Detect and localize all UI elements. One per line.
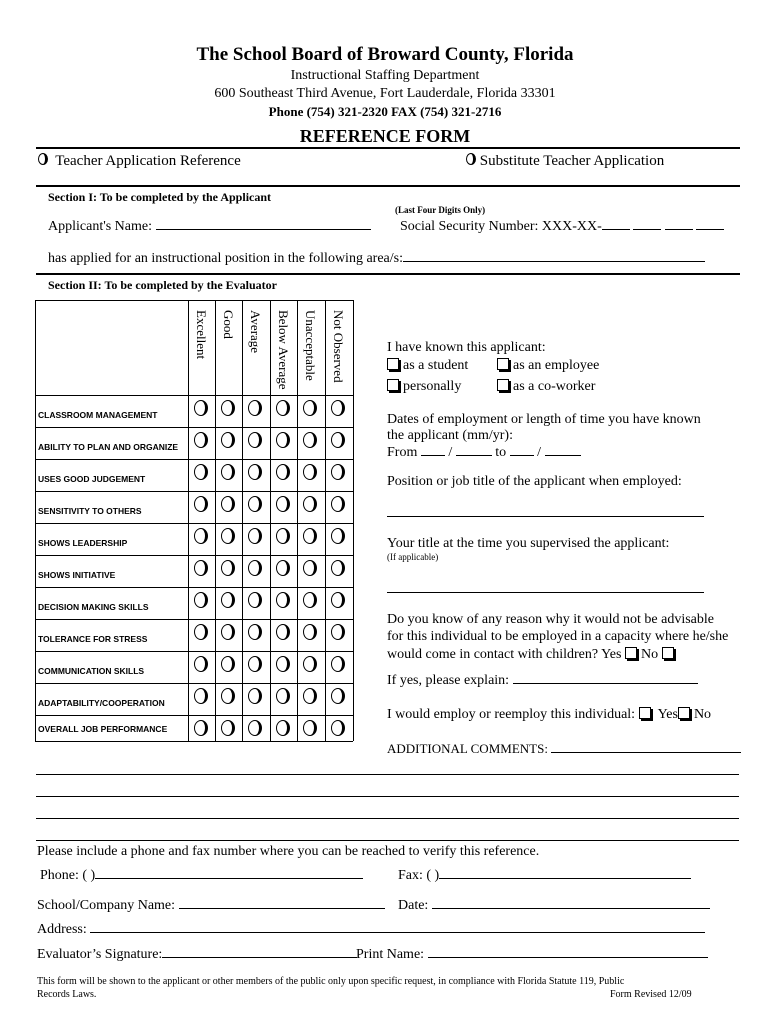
dates-label: Dates of employment or length of time you have known xyxy=(387,412,701,427)
criterion-label: SHOWS LEADERSHIP xyxy=(38,538,128,548)
reason-line2: for this individual to be employed in a capacity where he/she xyxy=(387,629,729,644)
rating-radio[interactable] xyxy=(303,560,317,576)
rating-radio[interactable] xyxy=(248,464,262,480)
date-field[interactable]: Date: xyxy=(398,896,710,914)
rating-radio[interactable] xyxy=(276,400,290,416)
known-student[interactable]: as a student xyxy=(387,358,468,374)
rating-radio[interactable] xyxy=(303,592,317,608)
dates-field[interactable]: From / to / xyxy=(387,443,581,461)
form-title: REFERENCE FORM xyxy=(299,126,471,146)
rating-radio[interactable] xyxy=(331,560,345,576)
rating-radio[interactable] xyxy=(331,432,345,448)
rating-radio[interactable] xyxy=(221,496,235,512)
rating-radio[interactable] xyxy=(331,464,345,480)
rating-radio[interactable] xyxy=(194,720,208,736)
rating-radio[interactable] xyxy=(248,624,262,640)
rating-radio[interactable] xyxy=(194,400,208,416)
rating-radio[interactable] xyxy=(221,624,235,640)
rating-radio[interactable] xyxy=(276,464,290,480)
criterion-label: CLASSROOM MANAGEMENT xyxy=(38,410,158,420)
rating-radio[interactable] xyxy=(331,592,345,608)
phone-fax: Phone (754) 321-2320 FAX (754) 321-2716 xyxy=(268,104,502,119)
address-field[interactable]: Address: xyxy=(37,920,705,938)
ssn-note: (Last Four Digits Only) xyxy=(395,205,486,215)
rating-radio[interactable] xyxy=(276,432,290,448)
rating-radio[interactable] xyxy=(276,592,290,608)
rating-radio[interactable] xyxy=(303,400,317,416)
criterion-label: ABILITY TO PLAN AND ORGANIZE xyxy=(38,442,179,452)
rating-column-header: Excellent xyxy=(194,310,209,360)
rating-radio[interactable] xyxy=(194,688,208,704)
rating-radio[interactable] xyxy=(194,432,208,448)
known-employee[interactable]: as an employee xyxy=(497,358,599,374)
rating-radio[interactable] xyxy=(276,688,290,704)
contact-intro: Please include a phone and fax number where you can be reached to verify this reference. xyxy=(37,844,540,859)
fax-field[interactable]: Fax: ( ) xyxy=(398,866,691,884)
rating-radio[interactable] xyxy=(303,496,317,512)
rating-radio[interactable] xyxy=(221,688,235,704)
rating-radio[interactable] xyxy=(194,592,208,608)
rating-radio[interactable] xyxy=(221,432,235,448)
position-label: Position or job title of the applicant when employed: xyxy=(387,474,682,489)
rating-radio[interactable] xyxy=(194,464,208,480)
rating-radio[interactable] xyxy=(276,528,290,544)
applicant-name-field[interactable]: Applicant's Name: xyxy=(48,217,371,235)
if-applicable: (If applicable) xyxy=(387,552,439,562)
rating-radio[interactable] xyxy=(303,432,317,448)
public-records-notice: This form will be shown to the applicant or other members of the public only upon specific request, in compliance with Florida Statute 119, Public xyxy=(37,976,625,987)
children-question[interactable]: would come in contact with children? Yes No xyxy=(387,647,678,663)
known-personally[interactable]: personally xyxy=(387,379,461,395)
print-name-field[interactable]: Print Name: xyxy=(356,945,708,963)
department: Instructional Staffing Department xyxy=(290,68,480,83)
explain-field[interactable]: If yes, please explain: xyxy=(387,671,698,689)
criterion-label: TOLERANCE FOR STRESS xyxy=(38,634,148,644)
school-field[interactable]: School/Company Name: xyxy=(37,896,385,914)
phone-field[interactable]: Phone: ( ) xyxy=(40,866,363,884)
rating-radio[interactable] xyxy=(331,528,345,544)
rating-column-header: Not Observed xyxy=(331,310,346,383)
substitute-application-option[interactable]: Substitute Teacher Application xyxy=(466,153,664,170)
address: 600 Southeast Third Avenue, Fort Lauderdale, Florida 33301 xyxy=(214,86,556,101)
criterion-label: DECISION MAKING SKILLS xyxy=(38,602,149,612)
employ-question[interactable]: I would employ or reemploy this individual: Yes No xyxy=(387,707,712,722)
rating-radio[interactable] xyxy=(221,560,235,576)
rating-radio[interactable] xyxy=(276,560,290,576)
rating-radio[interactable] xyxy=(303,688,317,704)
rating-column-header: Unacceptable xyxy=(303,310,318,381)
employ-no-checkbox xyxy=(678,707,690,719)
rating-radio[interactable] xyxy=(331,720,345,736)
rating-radio[interactable] xyxy=(248,496,262,512)
rating-radio[interactable] xyxy=(221,400,235,416)
criterion-label: SHOWS INITIATIVE xyxy=(38,570,116,580)
rating-radio[interactable] xyxy=(303,624,317,640)
rating-radio[interactable] xyxy=(331,400,345,416)
section1-heading: Section I: To be completed by the Applicant xyxy=(48,190,272,204)
rating-radio[interactable] xyxy=(331,656,345,672)
form-revision: Form Revised 12/09 xyxy=(610,989,692,1000)
rating-radio[interactable] xyxy=(248,688,262,704)
rating-radio[interactable] xyxy=(221,656,235,672)
employ-yes-checkbox xyxy=(639,707,651,719)
criterion-label: ADAPTABILITY/COOPERATION xyxy=(38,698,165,708)
criterion-label: OVERALL JOB PERFORMANCE xyxy=(38,724,168,734)
rating-radio[interactable] xyxy=(221,528,235,544)
criterion-label: COMMUNICATION SKILLS xyxy=(38,666,145,676)
rating-radio[interactable] xyxy=(331,496,345,512)
rating-radio[interactable] xyxy=(194,496,208,512)
additional-comments-field[interactable]: ADDITIONAL COMMENTS: xyxy=(387,740,741,757)
rating-radio[interactable] xyxy=(303,528,317,544)
rating-radio[interactable] xyxy=(331,624,345,640)
rating-radio[interactable] xyxy=(303,656,317,672)
section2-heading: Section II: To be completed by the Evaluator xyxy=(48,278,278,292)
rating-radio[interactable] xyxy=(248,528,262,544)
rating-radio[interactable] xyxy=(303,464,317,480)
ssn-field[interactable]: Social Security Number: XXX-XX- xyxy=(400,217,724,235)
rating-radio[interactable] xyxy=(248,432,262,448)
known-label: I have known this applicant: xyxy=(387,340,546,355)
rating-radio[interactable] xyxy=(276,624,290,640)
rating-column-header: Below Average xyxy=(276,310,291,390)
dates-label-2: the applicant (mm/yr): xyxy=(387,428,513,443)
rating-radio[interactable] xyxy=(221,464,235,480)
rating-radio[interactable] xyxy=(248,592,262,608)
rating-radio[interactable] xyxy=(276,496,290,512)
rating-radio[interactable] xyxy=(248,720,262,736)
rating-radio[interactable] xyxy=(194,656,208,672)
org-title: The School Board of Broward County, Florida xyxy=(196,44,574,65)
rating-radio[interactable] xyxy=(248,400,262,416)
public-records-notice-2: Records Laws. xyxy=(37,989,97,1000)
yes-checkbox xyxy=(625,647,637,659)
no-checkbox xyxy=(662,647,674,659)
radio-icon xyxy=(466,153,476,165)
reason-line1: Do you know of any reason why it would not be advisable xyxy=(387,612,714,627)
signature-field[interactable]: Evaluator’s Signature: xyxy=(37,945,357,963)
rating-radio[interactable] xyxy=(248,656,262,672)
rating-radio[interactable] xyxy=(194,528,208,544)
title-label: Your title at the time you supervised the applicant: xyxy=(387,536,670,551)
position-field[interactable] xyxy=(387,516,704,517)
criterion-label: USES GOOD JUDGEMENT xyxy=(38,474,146,484)
rating-radio[interactable] xyxy=(303,720,317,736)
rating-radio[interactable] xyxy=(194,624,208,640)
rating-radio[interactable] xyxy=(331,688,345,704)
rating-radio[interactable] xyxy=(221,592,235,608)
rating-column-header: Good xyxy=(221,310,236,339)
rating-radio[interactable] xyxy=(221,720,235,736)
rating-radio[interactable] xyxy=(248,560,262,576)
title-field[interactable] xyxy=(387,592,704,593)
rating-radio[interactable] xyxy=(276,656,290,672)
rating-radio[interactable] xyxy=(194,560,208,576)
rating-column-header: Average xyxy=(248,310,263,354)
radio-icon xyxy=(38,153,48,165)
criterion-label: SENSITIVITY TO OTHERS xyxy=(38,506,142,516)
teacher-application-option[interactable]: Teacher Application Reference xyxy=(38,153,241,170)
known-coworker[interactable]: as a co-worker xyxy=(497,379,595,395)
applied-area-field[interactable]: has applied for an instructional position in the following area/s: xyxy=(48,249,705,267)
rating-radio[interactable] xyxy=(276,720,290,736)
